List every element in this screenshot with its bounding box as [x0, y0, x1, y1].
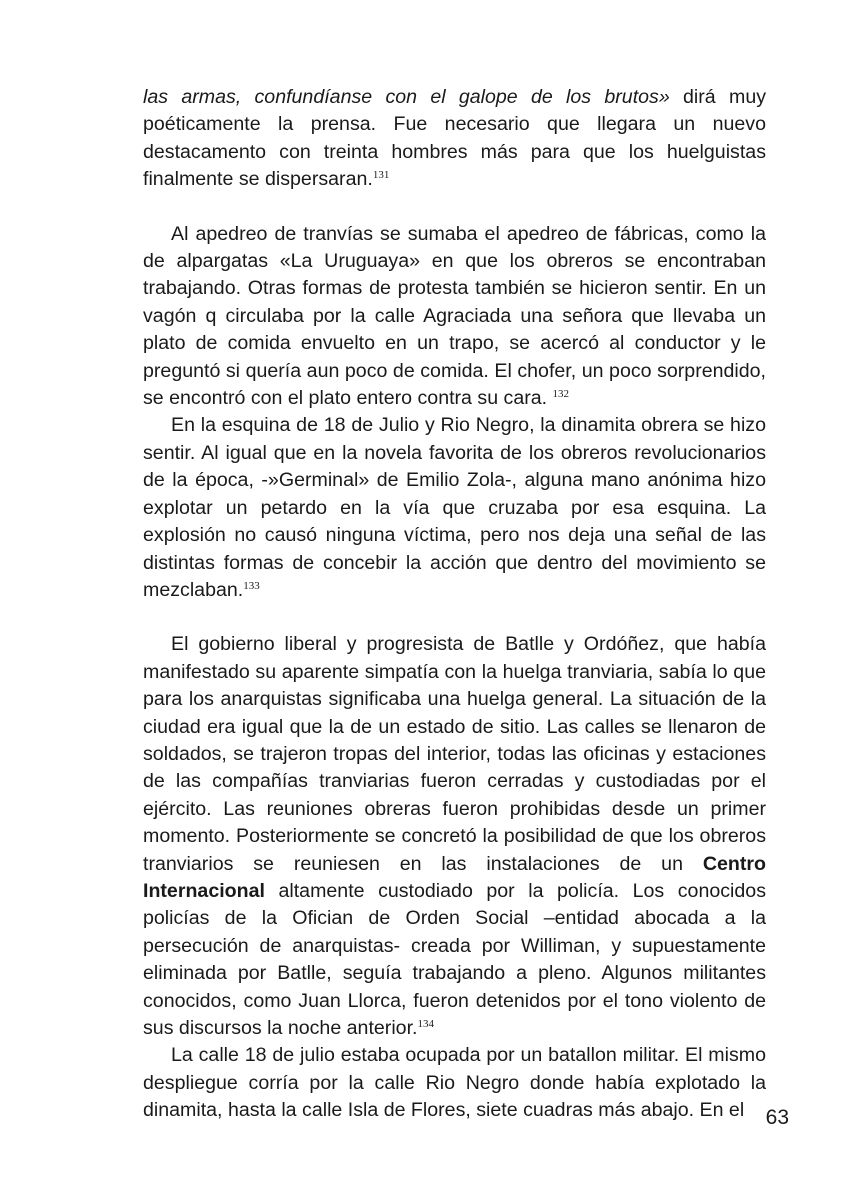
paragraph-1 — [143, 84, 766, 194]
paragraph-4-text-before: El gobierno liberal y progresista de Batlle y Ordóñez, que había manifestado su aparente simpatía con la huelga tranviaria, sabía lo que para los anarquistas significaba una huelga general. La situación de la ciudad era igual que la de un estado de sitio. Las calles se llenaron de soldados, se trajeron tropas del interior, todas las oficinas y estaciones de las compañías tranviarias fueron cerradas y custodiadas por el ejército. Las reuniones obreras fueron prohibidas desde un primer momento. Posteriormente se concretó la posibilidad de que los obreros tranviarios se reuniesen en las instalaciones de un — [143, 633, 766, 875]
paragraph-5-text: La calle 18 de julio estaba ocupada por un batallon militar. El mismo despliegue corría por la calle Rio Negro donde había explotado la dinamita, hasta la calle Isla de Flores, siete cuadras más abajo. En el — [143, 1044, 766, 1122]
paragraph-3-text: En la esquina de 18 de Julio y Rio Negro, la dinamita obrera se hizo sentir. Al igual que en la novela favorita de los obreros revolucionarios de la época, -»Germinal» de Emilio Zola-, alguna mano anónima hizo explotar un petardo en la vía que cruzaba por esa esquina. La explosión no causó ninguna víctima, pero nos deja una señal de las distintas formas de concebir la acción que dentro del movimiento se mezclaban. — [143, 414, 766, 601]
page-number: 63 — [765, 1106, 789, 1129]
footnote-ref-132: 132 — [552, 388, 570, 401]
centro-internacional-bold: Centro Internacional — [143, 852, 766, 902]
body-text — [143, 84, 766, 1125]
footnote-ref-134: 134 — [417, 1018, 434, 1030]
paragraph-2-text: Al apedreo de tranvías se sumaba el apedreo de fábricas, como la de alpargatas «La Uruguaya» en que los obreros se encontraban trabajando. Otras formas de protesta también se hicieron sentir. En un vagón q circulaba por la calle Agraciada una señora que llevaba un plato de comida envuelto en un trapo, se acercó al conductor y le preguntó si quería aun poco de comida. El chofer, un poco sorprendido, se encontró con el plato entero contra su cara. — [143, 222, 766, 410]
paragraph-4 — [143, 631, 766, 1042]
paragraph-5 — [143, 1042, 766, 1124]
paragraph-2 — [143, 221, 766, 413]
quoted-press-fragment: las armas, confundíanse con el galope de los brutos» — [143, 86, 670, 108]
footnote-ref-133: 133 — [243, 579, 260, 592]
paragraph-3 — [143, 412, 766, 604]
paragraph-1-text: dirá muy poéticamente la prensa. Fue necesario que llegara un nuevo destacamento con treinta hombres más para que los huelguistas finalmente se dispersaran. — [143, 86, 767, 191]
footnote-ref-131: 131 — [372, 169, 390, 182]
paragraph-4-text-after: altamente custodiado por la policía. Los conocidos policías de la Ofician de Orden Social –entidad abocada a la persecución de anarquistas- creada por Williman, y supuestamente eliminada por Batlle, seguía trabajando a pleno. Algunos militantes conocidos, como Juan Llorca, fueron detenidos por el tono violento de sus discursos la noche anterior. — [143, 879, 766, 1039]
